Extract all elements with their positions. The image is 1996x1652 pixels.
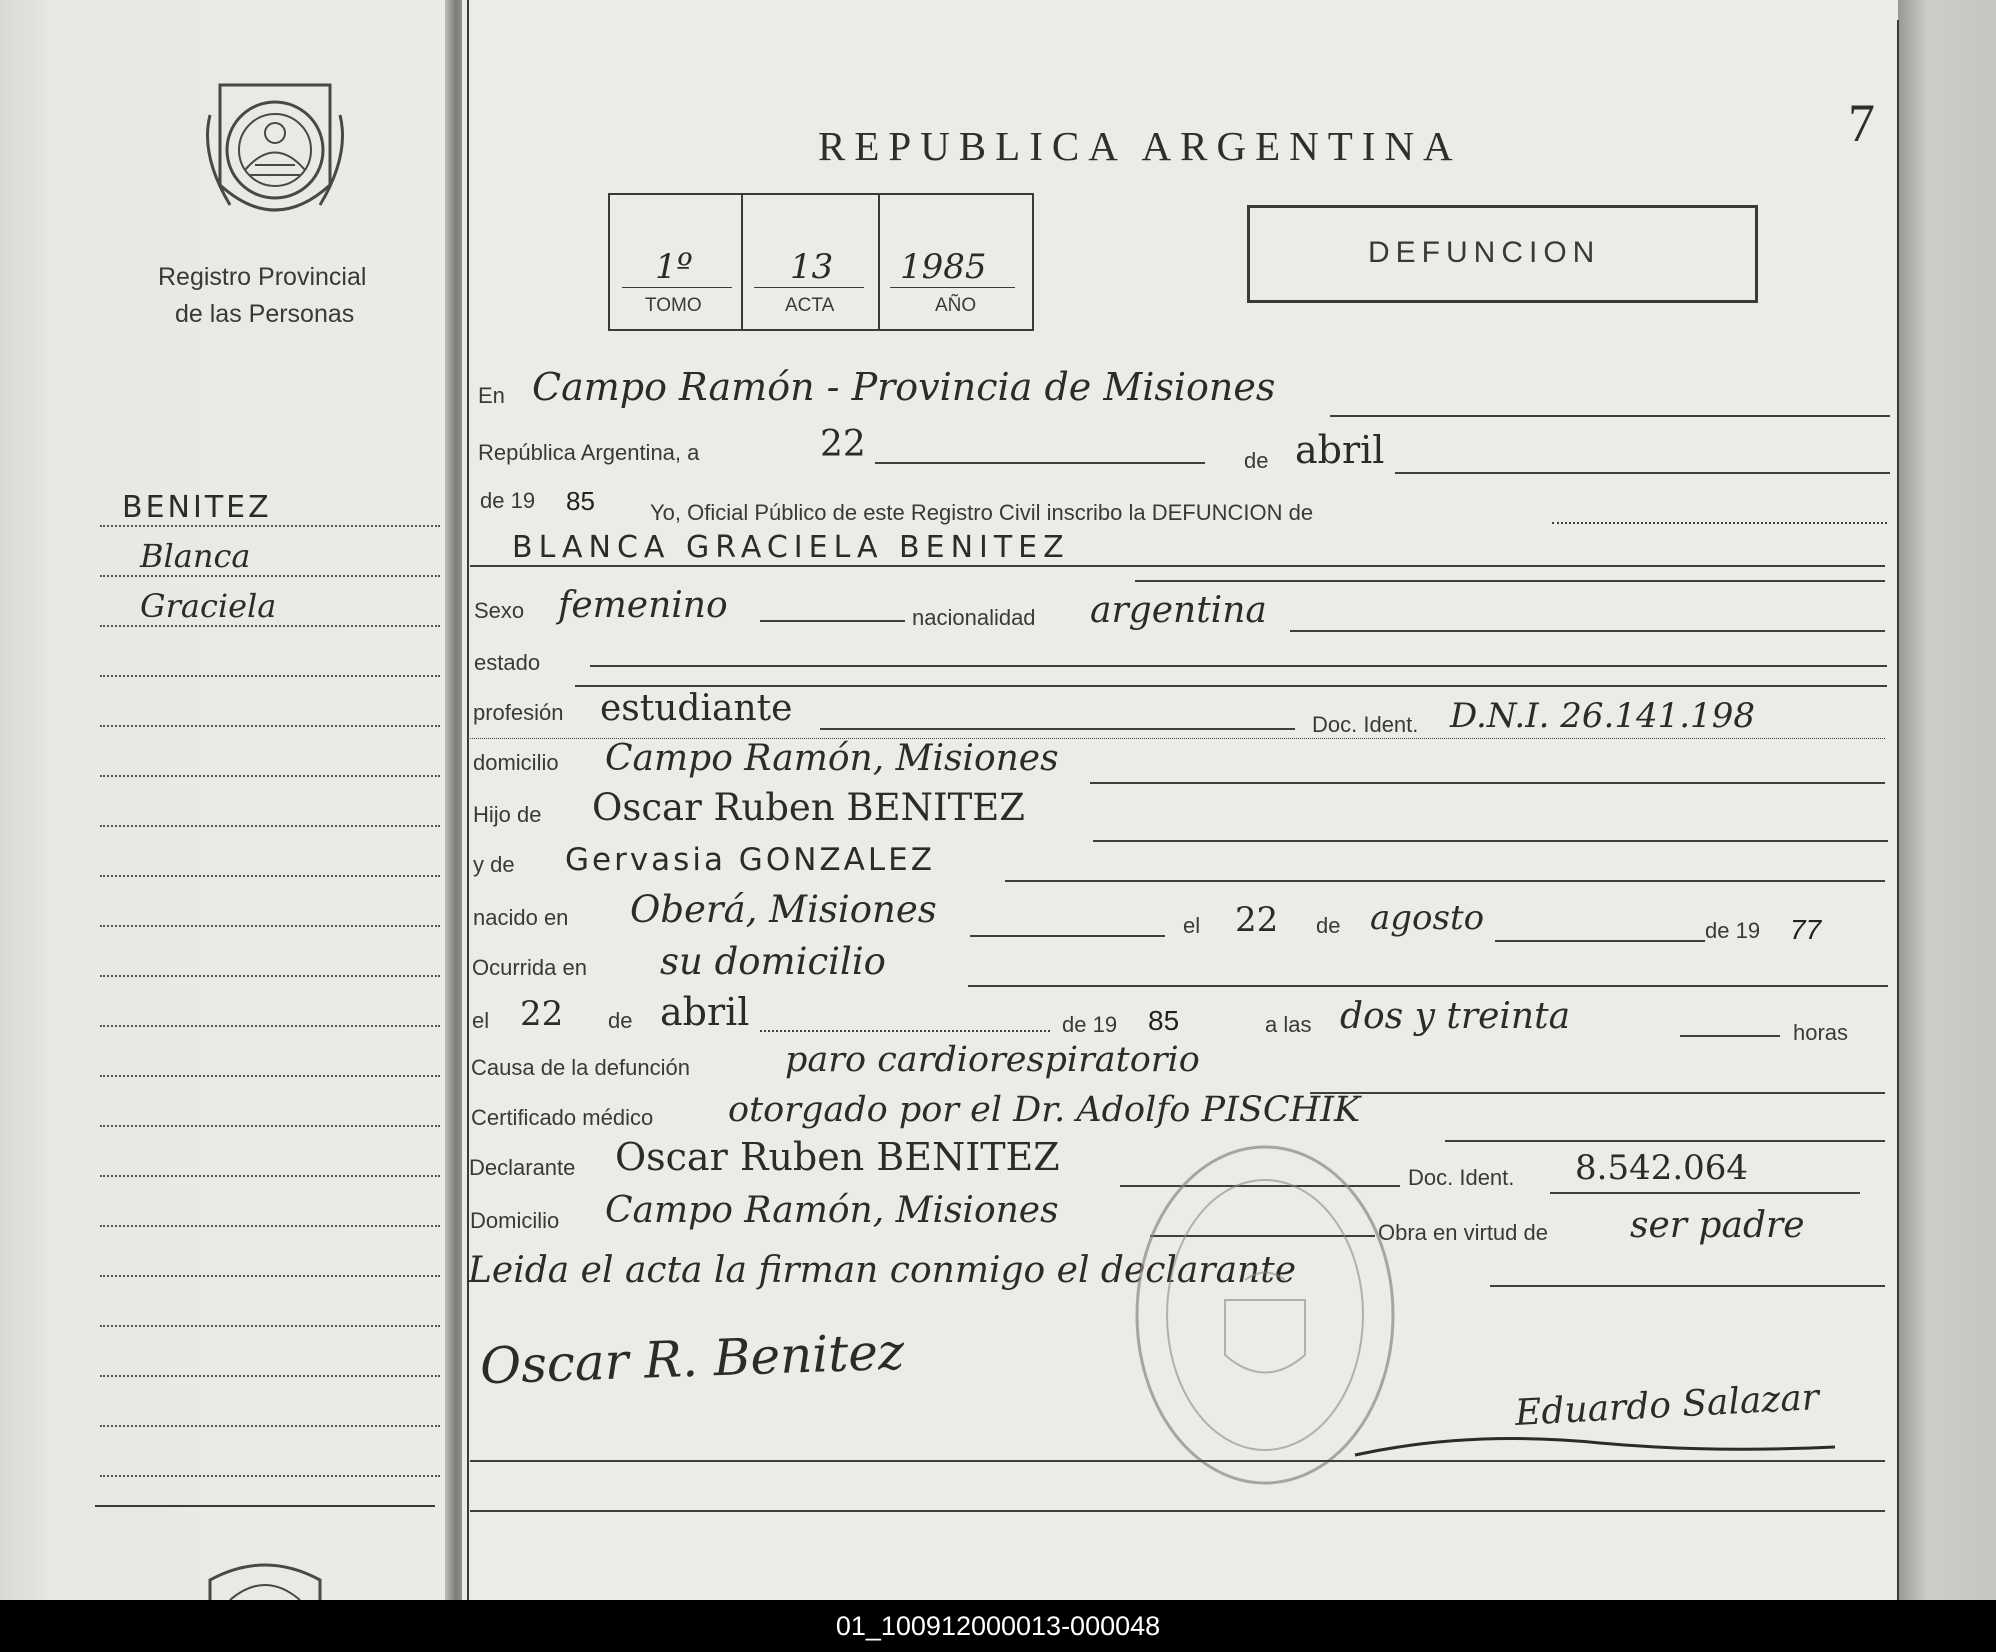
- margin-dotted-line: [100, 775, 440, 777]
- mother-name: Gervasia GONZALEZ: [565, 842, 935, 878]
- form-line: [875, 462, 1205, 464]
- form-line: [1135, 580, 1885, 582]
- margin-dotted-line: [100, 625, 440, 627]
- causa-value: paro cardiorespiratorio: [785, 1040, 1200, 1080]
- declarante-domicilio-label: Domicilio: [470, 1208, 560, 1233]
- margin-dotted-line: [100, 925, 440, 927]
- republica-label: República Argentina, a: [478, 440, 700, 465]
- margin-second-name: Graciela: [140, 587, 277, 625]
- margin-dotted-line: [100, 1075, 440, 1077]
- margin-dotted-line: [100, 675, 440, 677]
- margin-bottom-rule: [95, 1505, 435, 1507]
- nacionalidad-value: argentina: [1090, 590, 1267, 631]
- record-type-label: DEFUNCION: [1368, 236, 1601, 269]
- domicilio-value: Campo Ramón, Misiones: [605, 738, 1059, 779]
- death-place-value: su domicilio: [660, 940, 886, 983]
- leida-statement: Leida el acta la firman conmigo el declarante: [468, 1250, 1297, 1291]
- margin-dotted-line: [100, 1125, 440, 1127]
- declarante-signature: Oscar R. Benitez: [479, 1322, 906, 1396]
- form-line: [760, 1030, 1050, 1032]
- form-line: [1495, 940, 1705, 942]
- page-left-border: [467, 0, 469, 1600]
- a-las-label: a las: [1265, 1012, 1312, 1037]
- margin-dotted-line: [100, 975, 440, 977]
- birthplace-value: Oberá, Misiones: [630, 888, 937, 931]
- left-page: [0, 0, 455, 1600]
- form-line: [1550, 1192, 1860, 1194]
- death-year-label: de 19: [1062, 1012, 1118, 1037]
- registration-month: abril: [1295, 428, 1385, 472]
- form-line: [968, 985, 1888, 987]
- inscribo-text: Yo, Oficial Público de este Registro Civil inscribo la DEFUNCION de: [650, 500, 1314, 525]
- form-line: [1330, 415, 1890, 417]
- signature-flourish-icon: [1350, 1425, 1840, 1465]
- declarante-doc-value: 8.542.064: [1575, 1148, 1749, 1188]
- form-line: [1445, 1140, 1885, 1142]
- ocurrida-label: Ocurrida en: [472, 955, 587, 980]
- birth-de-label: de: [1316, 913, 1341, 938]
- form-line: [970, 935, 1165, 937]
- margin-dotted-line: [100, 1325, 440, 1327]
- form-line: [575, 685, 1887, 687]
- causa-label: Causa de la defunción: [471, 1055, 690, 1080]
- form-line: [590, 665, 1887, 667]
- margin-dotted-line: [100, 525, 440, 527]
- nacionalidad-label: nacionalidad: [912, 605, 1036, 630]
- doc-ident-value: D.N.I. 26.141.198: [1450, 696, 1755, 736]
- page-right-border: [1897, 20, 1899, 1600]
- profesion-value: estudiante: [600, 688, 793, 729]
- year-prefix-label: de 19: [480, 488, 536, 513]
- nacido-en-label: nacido en: [473, 905, 569, 930]
- form-line: [470, 565, 1885, 567]
- form-line: [1680, 1035, 1780, 1037]
- sexo-label: Sexo: [474, 598, 525, 623]
- form-line: [470, 1460, 1885, 1462]
- death-de-label: de: [608, 1008, 633, 1033]
- profesion-label: profesión: [473, 700, 564, 725]
- form-line: [1490, 1285, 1885, 1287]
- record-type-box: [1247, 205, 1758, 303]
- anio-label: AÑO: [935, 295, 977, 316]
- country-title: REPUBLICA ARGENTINA: [818, 123, 1462, 169]
- image-caption: 01_100912000013-000048: [0, 1600, 1996, 1652]
- death-month: abril: [660, 990, 750, 1034]
- declarante-doc-label: Doc. Ident.: [1408, 1165, 1515, 1190]
- death-year-value: 85: [1148, 1005, 1180, 1036]
- birth-el-label: el: [1183, 913, 1201, 938]
- declarante-domicilio-value: Campo Ramón, Misiones: [605, 1190, 1059, 1231]
- province-seal-icon: [200, 1560, 330, 1600]
- horas-label: horas: [1793, 1020, 1849, 1045]
- form-line: [470, 1510, 1885, 1512]
- time-value: dos y treinta: [1340, 996, 1571, 1037]
- father-name: Oscar Ruben BENITEZ: [592, 786, 1025, 829]
- form-line: [1552, 522, 1887, 524]
- declarante-label: Declarante: [469, 1155, 576, 1180]
- death-day: 22: [520, 994, 564, 1034]
- margin-dotted-line: [100, 1475, 440, 1477]
- margin-dotted-line: [100, 1375, 440, 1377]
- deceased-name: BLANCA GRACIELA BENITEZ: [512, 530, 1070, 565]
- acta-value: 13: [790, 247, 834, 287]
- form-line: [760, 620, 905, 622]
- form-line: [1310, 1092, 1885, 1094]
- margin-dotted-line: [100, 1275, 440, 1277]
- form-line: [1005, 880, 1885, 882]
- form-line: [820, 728, 1295, 730]
- form-line: [1093, 840, 1888, 842]
- next-page-edge: [1898, 0, 1996, 1600]
- record-reference-box: [608, 193, 1034, 331]
- acta-label: ACTA: [785, 295, 835, 316]
- domicilio-label: domicilio: [473, 750, 559, 775]
- province-seal-icon: [200, 75, 350, 240]
- oficial-signature: Eduardo Salazar: [1514, 1377, 1820, 1434]
- margin-dotted-line: [100, 1225, 440, 1227]
- form-line: [1395, 472, 1890, 474]
- place-value: Campo Ramón - Provincia de Misiones: [532, 365, 1276, 409]
- page-number: 7: [1848, 93, 1875, 153]
- y-de-label: y de: [473, 852, 515, 877]
- registry-name-line2: de las Personas: [175, 300, 355, 328]
- en-label: En: [478, 383, 505, 408]
- certificado-value: otorgado por el Dr. Adolfo PISCHIK: [728, 1090, 1361, 1130]
- declarante-value: Oscar Ruben BENITEZ: [615, 1135, 1060, 1179]
- certificado-label: Certificado médico: [471, 1105, 654, 1130]
- obra-label: Obra en virtud de: [1378, 1220, 1548, 1245]
- birth-day: 22: [1235, 900, 1279, 940]
- form-line: [1290, 630, 1885, 632]
- hijo-de-label: Hijo de: [473, 802, 542, 827]
- margin-dotted-line: [100, 1175, 440, 1177]
- margin-dotted-line: [100, 1025, 440, 1027]
- registry-name-line1: Registro Provincial: [158, 263, 367, 291]
- anio-value: 1985: [900, 247, 987, 287]
- birth-month: agosto: [1370, 898, 1485, 938]
- de-label: de: [1244, 448, 1269, 473]
- estado-label: estado: [474, 650, 541, 675]
- margin-first-name: Blanca: [140, 537, 251, 575]
- tomo-value: 1º: [655, 247, 693, 287]
- margin-dotted-line: [100, 725, 440, 727]
- birth-year-label: de 19: [1705, 918, 1761, 943]
- doc-ident-label: Doc. Ident.: [1312, 712, 1419, 737]
- death-el-label: el: [472, 1008, 490, 1033]
- margin-dotted-line: [100, 575, 440, 577]
- margin-surname: BENITEZ: [122, 490, 272, 525]
- registration-year: 85: [566, 486, 595, 516]
- registration-day: 22: [820, 424, 866, 465]
- form-line: [1090, 782, 1885, 784]
- tomo-label: TOMO: [645, 295, 702, 316]
- birth-year-value: 77: [1790, 914, 1822, 945]
- sexo-value: femenino: [558, 585, 728, 626]
- margin-dotted-line: [100, 1425, 440, 1427]
- obra-value: ser padre: [1630, 1205, 1805, 1246]
- margin-dotted-line: [100, 875, 440, 877]
- margin-dotted-line: [100, 825, 440, 827]
